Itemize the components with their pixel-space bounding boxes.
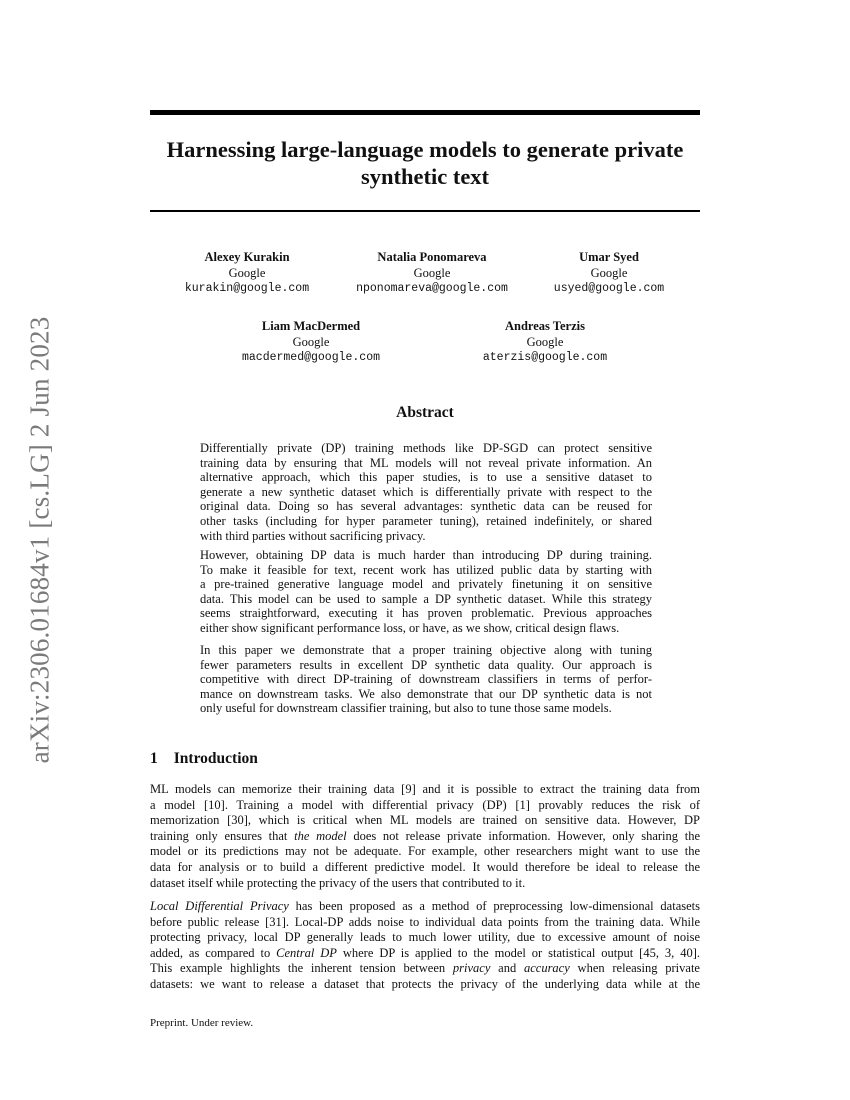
text-line: competitive with direct DP-training of downstream classifiers in terms of perfor- (200, 672, 652, 687)
text-line: either show significant performance loss, or have, as we show, critical design flaws. (200, 620, 620, 635)
author-affiliation: Google (292, 335, 330, 349)
text-line (150, 829, 700, 845)
text-run: and (490, 961, 524, 976)
author-name: Umar Syed (579, 250, 639, 264)
text-line: alternative approach, which this paper studies, is to use a sensitive dataset to (200, 470, 652, 485)
text-line: mance on downstream tasks. We also demonstrate that our DP synthetic data is not (200, 686, 652, 701)
author-name: Liam MacDermed (261, 319, 361, 333)
title-rule-top (150, 110, 700, 115)
text-line: In this paper we demonstrate that a proper training objective along with tuning (200, 643, 652, 657)
author-affiliation: Google (413, 266, 451, 280)
text-line: before public release [31]. Local-DP adds noise to individual data points from the training data. While (150, 914, 700, 929)
body-paragraph (150, 782, 700, 891)
text-line: datasets: we want to release a dataset that protects the privacy of the underlying data while at the (150, 976, 700, 991)
text-line: To make it feasible for text, recent work has utilized public data by starting with (200, 562, 652, 577)
text-line (150, 946, 700, 962)
body-paragraph (150, 899, 700, 993)
abstract-paragraph (200, 548, 652, 636)
text-run: where DP is applied to the model or statistical output [45, 3, 40]. (336, 945, 701, 960)
text-line: a pre-trained generative language model and privately finetuning it on sensitive (200, 577, 652, 592)
text-line: with third parties without sacrificing privacy. (200, 528, 426, 543)
text-line: seems straightforward, executing it has proven problematic. Previous approaches (200, 606, 652, 621)
author-email: usyed@google.com (553, 282, 665, 295)
text-line: model or its predictions may not be adequate. For example, other researchers might want to use the (150, 844, 700, 859)
author-affiliation: Google (590, 266, 628, 280)
text-line (150, 899, 700, 915)
text-line: original data. Doing so has several advantages: synthetic data can be reused for (200, 499, 652, 514)
abstract-paragraph (200, 643, 652, 716)
author-email: kurakin@google.com (184, 282, 310, 295)
text-line: other tasks (including for hyper parameter tuning), retained indefinitely, or shared (200, 513, 652, 528)
section-number: 1 (150, 750, 158, 767)
abstract-heading: Abstract (396, 404, 454, 421)
text-run: does not release private information. However, only sharing the (346, 828, 700, 843)
text-line: only useful for downstream classifier training, but also to tune those same models. (200, 701, 612, 716)
paper-title-line-2: synthetic text (360, 164, 490, 189)
author-email: nponomareva@google.com (356, 282, 508, 295)
abstract-paragraph (200, 441, 652, 543)
text-line: ML models can memorize their training data [9] and it is possible to extract the training data from (150, 782, 700, 796)
author-block (356, 249, 508, 297)
emphasis-text: Central DP (276, 945, 337, 960)
text-run: has been proposed as a method of preprocessing low-dimensional datasets (288, 899, 700, 913)
section-heading-introduction (150, 750, 258, 768)
text-line: protecting privacy, local DP generally leads to much lower utility, due to excessive amount of noise (150, 930, 700, 945)
author-block (242, 318, 380, 366)
author-name: Andreas Terzis (504, 319, 585, 333)
text-line: memorization [30], which is critical when ML models are trained on sensitive data. However, DP (150, 813, 700, 828)
emphasis-text: Local Differential Privacy (150, 899, 289, 913)
author-block (185, 249, 309, 297)
text-line (150, 961, 700, 977)
page-footer: Preprint. Under review. (150, 1017, 254, 1029)
text-run: This example highlights the inherent tension between (150, 961, 453, 976)
text-line: However, obtaining DP data is much harder than introducing DP during training. (200, 548, 652, 562)
paper-title-line-1: Harnessing large-language models to generate private (166, 137, 684, 162)
text-line: data. This model can be used to sample a DP synthetic dataset. While this strategy (200, 591, 652, 606)
author-name: Alexey Kurakin (204, 250, 290, 264)
text-line: dataset itself while protecting the privacy of the users that contributed to it. (150, 875, 526, 890)
text-line: generate a new synthetic dataset which is differentially private with respect to the (200, 484, 652, 499)
author-email: aterzis@google.com (482, 351, 608, 364)
author-affiliation: Google (526, 335, 564, 349)
author-block (554, 249, 664, 297)
emphasis-text: the model (294, 828, 347, 843)
title-rule-bottom (150, 210, 700, 212)
text-run: training only ensures that (150, 828, 295, 843)
text-line: a model [10]. Training a model with differential privacy (DP) [1] provably reduces the risk of (150, 797, 700, 812)
text-line: training data by ensuring that ML models will not reveal private information. An (200, 455, 652, 470)
text-line: fewer parameters results in excellent DP synthetic data quality. Our approach is (200, 657, 652, 672)
author-block (483, 318, 607, 366)
author-email: macdermed@google.com (241, 351, 381, 364)
emphasis-text: privacy (452, 961, 491, 976)
author-affiliation: Google (228, 266, 266, 280)
text-line: Differentially private (DP) training methods like DP-SGD can protect sensitive (200, 441, 652, 455)
text-run: added, as compared to (150, 945, 277, 960)
arxiv-identifier-text: arXiv:2306.01684v1 [cs.LG] 2 Jun 2023 (24, 316, 55, 764)
emphasis-text: accuracy (523, 961, 570, 976)
author-name: Natalia Ponomareva (377, 250, 487, 264)
text-line: data for analysis or to build a different predictive model. It would therefore be ideal to release the (150, 859, 700, 874)
paper-title (140, 136, 710, 190)
section-title: Introduction (173, 750, 258, 767)
text-run: when releasing private (569, 961, 700, 976)
